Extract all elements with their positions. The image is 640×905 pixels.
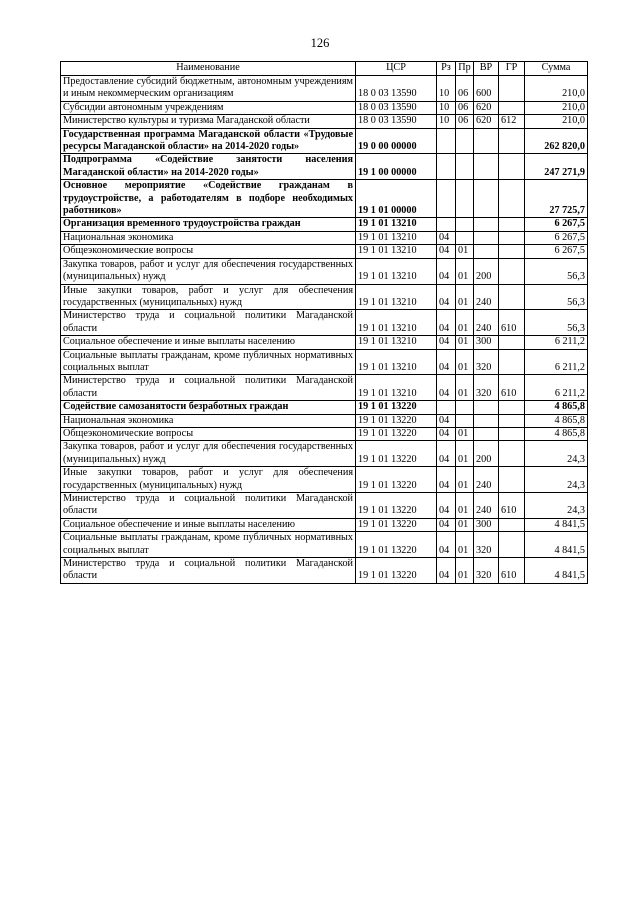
cell-pr: 01 <box>456 558 474 584</box>
table-body <box>61 76 588 584</box>
cell-sum: 56,3 <box>525 284 588 310</box>
cell-csr: 19 0 00 00000 <box>356 128 437 154</box>
cell-csr: 19 1 00 00000 <box>356 154 437 180</box>
cell-rz: 04 <box>437 518 456 531</box>
cell-rz: 04 <box>437 231 456 244</box>
cell-pr: 01 <box>456 493 474 519</box>
header-name: Наименование <box>61 62 356 76</box>
cell-name: Национальная экономика <box>61 231 356 244</box>
cell-gr <box>499 245 525 258</box>
cell-vr <box>474 218 499 231</box>
cell-gr: 610 <box>499 493 525 519</box>
table-row <box>61 115 588 128</box>
cell-rz <box>437 218 456 231</box>
cell-name: Иные закупки товаров, работ и услуг для обеспечения государственных (муниципальных) нужд <box>61 284 356 310</box>
table-row <box>61 258 588 284</box>
cell-gr <box>499 101 525 114</box>
cell-pr <box>456 154 474 180</box>
table-row <box>61 493 588 519</box>
cell-sum: 24,3 <box>525 441 588 467</box>
table-row <box>61 284 588 310</box>
cell-sum: 247 271,9 <box>525 154 588 180</box>
cell-sum: 24,3 <box>525 467 588 493</box>
table-row <box>61 532 588 558</box>
table-row <box>61 467 588 493</box>
header-sum: Сумма <box>525 62 588 76</box>
cell-sum: 6 267,5 <box>525 245 588 258</box>
cell-rz <box>437 154 456 180</box>
cell-pr: 06 <box>456 76 474 102</box>
header-pr: Пр <box>456 62 474 76</box>
cell-pr: 01 <box>456 427 474 440</box>
cell-csr: 19 1 01 13210 <box>356 375 437 401</box>
cell-vr <box>474 427 499 440</box>
cell-csr: 19 1 01 13210 <box>356 245 437 258</box>
header-rz: Рз <box>437 62 456 76</box>
cell-rz: 04 <box>437 349 456 375</box>
cell-csr: 19 1 01 13210 <box>356 258 437 284</box>
table-row <box>61 310 588 336</box>
cell-name: Закупка товаров, работ и услуг для обеспечения государственных (муниципальных) нужд <box>61 258 356 284</box>
cell-csr: 19 1 01 13220 <box>356 414 437 427</box>
cell-gr <box>499 180 525 218</box>
cell-name: Социальные выплаты гражданам, кроме публичных нормативных социальных выплат <box>61 349 356 375</box>
cell-rz: 04 <box>437 310 456 336</box>
cell-rz: 04 <box>437 284 456 310</box>
cell-sum: 24,3 <box>525 493 588 519</box>
cell-csr: 19 1 01 13220 <box>356 493 437 519</box>
cell-sum: 210,0 <box>525 101 588 114</box>
page-number: 126 <box>310 36 330 50</box>
cell-csr: 19 1 01 13210 <box>356 336 437 349</box>
cell-rz: 10 <box>437 115 456 128</box>
cell-csr: 19 1 01 13220 <box>356 532 437 558</box>
cell-pr: 01 <box>456 245 474 258</box>
cell-pr: 01 <box>456 284 474 310</box>
cell-csr: 19 1 01 13210 <box>356 231 437 244</box>
cell-name: Основное мероприятие «Содействие гражданам в трудоустройстве, а работодателям в подборе необходимых работников» <box>61 180 356 218</box>
cell-pr <box>456 128 474 154</box>
budget-table <box>60 61 588 584</box>
cell-name: Социальные выплаты гражданам, кроме публичных нормативных социальных выплат <box>61 532 356 558</box>
cell-csr: 19 1 01 13220 <box>356 467 437 493</box>
cell-name: Министерство труда и социальной политики Магаданской области <box>61 493 356 519</box>
cell-name: Организация временного трудоустройства граждан <box>61 218 356 231</box>
cell-sum: 56,3 <box>525 258 588 284</box>
cell-vr <box>474 245 499 258</box>
cell-csr: 19 1 01 13210 <box>356 310 437 336</box>
cell-vr <box>474 154 499 180</box>
cell-rz <box>437 401 456 414</box>
cell-gr <box>499 441 525 467</box>
cell-pr: 01 <box>456 336 474 349</box>
cell-sum: 210,0 <box>525 76 588 102</box>
cell-csr: 19 1 01 13210 <box>356 349 437 375</box>
cell-gr <box>499 128 525 154</box>
cell-name: Общеэкономические вопросы <box>61 427 356 440</box>
cell-name: Предоставление субсидий бюджетным, автономным учреждениям и иным некоммерческим организациям <box>61 76 356 102</box>
cell-pr <box>456 231 474 244</box>
cell-rz: 04 <box>437 558 456 584</box>
table-row <box>61 154 588 180</box>
cell-pr: 01 <box>456 441 474 467</box>
cell-name: Национальная экономика <box>61 414 356 427</box>
cell-sum: 6 211,2 <box>525 349 588 375</box>
cell-name: Подпрограмма «Содействие занятости населения Магаданской области» на 2014-2020 годы» <box>61 154 356 180</box>
cell-rz: 04 <box>437 467 456 493</box>
cell-gr <box>499 532 525 558</box>
cell-sum: 6 211,2 <box>525 375 588 401</box>
cell-csr: 19 1 01 13210 <box>356 284 437 310</box>
cell-rz: 04 <box>437 258 456 284</box>
cell-csr: 18 0 03 13590 <box>356 101 437 114</box>
cell-sum: 4 865,8 <box>525 414 588 427</box>
cell-gr <box>499 231 525 244</box>
table-row <box>61 401 588 414</box>
table-row <box>61 558 588 584</box>
cell-pr: 01 <box>456 532 474 558</box>
cell-sum: 4 865,8 <box>525 401 588 414</box>
cell-vr: 240 <box>474 493 499 519</box>
cell-vr: 200 <box>474 258 499 284</box>
cell-rz: 10 <box>437 76 456 102</box>
header-vr: ВР <box>474 62 499 76</box>
table-row <box>61 349 588 375</box>
cell-csr: 19 1 01 00000 <box>356 180 437 218</box>
cell-sum: 4 841,5 <box>525 532 588 558</box>
cell-pr: 06 <box>456 101 474 114</box>
cell-gr: 610 <box>499 310 525 336</box>
cell-pr: 06 <box>456 115 474 128</box>
cell-sum: 6 267,5 <box>525 231 588 244</box>
table-row <box>61 336 588 349</box>
cell-sum: 6 211,2 <box>525 336 588 349</box>
table-row <box>61 427 588 440</box>
cell-vr: 300 <box>474 336 499 349</box>
cell-sum: 6 267,5 <box>525 218 588 231</box>
cell-gr: 610 <box>499 558 525 584</box>
cell-gr <box>499 414 525 427</box>
cell-sum: 4 841,5 <box>525 558 588 584</box>
cell-sum: 4 841,5 <box>525 518 588 531</box>
cell-gr <box>499 258 525 284</box>
cell-vr: 320 <box>474 558 499 584</box>
cell-gr <box>499 518 525 531</box>
cell-rz: 04 <box>437 532 456 558</box>
cell-gr <box>499 218 525 231</box>
table-row <box>61 441 588 467</box>
cell-vr: 600 <box>474 76 499 102</box>
cell-pr: 01 <box>456 310 474 336</box>
table-row <box>61 101 588 114</box>
cell-pr: 01 <box>456 375 474 401</box>
cell-csr: 19 1 01 13220 <box>356 558 437 584</box>
table-row <box>61 218 588 231</box>
cell-name: Министерство труда и социальной политики Магаданской области <box>61 375 356 401</box>
cell-vr: 320 <box>474 375 499 401</box>
cell-sum: 262 820,0 <box>525 128 588 154</box>
table-row <box>61 245 588 258</box>
cell-csr: 19 1 01 13210 <box>356 218 437 231</box>
cell-rz: 04 <box>437 375 456 401</box>
cell-rz <box>437 128 456 154</box>
cell-vr: 620 <box>474 101 499 114</box>
cell-gr <box>499 336 525 349</box>
table-row <box>61 518 588 531</box>
cell-name: Общеэкономические вопросы <box>61 245 356 258</box>
cell-sum: 210,0 <box>525 115 588 128</box>
cell-gr <box>499 76 525 102</box>
cell-gr <box>499 427 525 440</box>
cell-vr: 240 <box>474 310 499 336</box>
cell-rz: 04 <box>437 441 456 467</box>
table-row <box>61 414 588 427</box>
header-csr: ЦСР <box>356 62 437 76</box>
cell-pr: 01 <box>456 467 474 493</box>
cell-pr <box>456 401 474 414</box>
cell-vr <box>474 414 499 427</box>
cell-rz: 04 <box>437 427 456 440</box>
cell-csr: 19 1 01 13220 <box>356 518 437 531</box>
cell-name: Субсидии автономным учреждениям <box>61 101 356 114</box>
cell-rz: 10 <box>437 101 456 114</box>
cell-pr <box>456 414 474 427</box>
cell-gr <box>499 467 525 493</box>
cell-pr: 01 <box>456 349 474 375</box>
table-row <box>61 180 588 218</box>
cell-pr <box>456 180 474 218</box>
cell-vr: 240 <box>474 467 499 493</box>
cell-name: Социальное обеспечение и иные выплаты населению <box>61 518 356 531</box>
cell-vr <box>474 128 499 154</box>
table-row <box>61 375 588 401</box>
cell-vr <box>474 180 499 218</box>
table-header-row <box>61 62 588 76</box>
cell-gr <box>499 349 525 375</box>
cell-csr: 19 1 01 13220 <box>356 401 437 414</box>
cell-gr <box>499 154 525 180</box>
cell-name: Министерство труда и социальной политики Магаданской области <box>61 310 356 336</box>
cell-csr: 18 0 03 13590 <box>356 76 437 102</box>
cell-name: Иные закупки товаров, работ и услуг для обеспечения государственных (муниципальных) нужд <box>61 467 356 493</box>
cell-pr: 01 <box>456 518 474 531</box>
table-row <box>61 128 588 154</box>
cell-csr: 19 1 01 13220 <box>356 441 437 467</box>
cell-csr: 19 1 01 13220 <box>356 427 437 440</box>
cell-vr: 320 <box>474 532 499 558</box>
cell-rz: 04 <box>437 493 456 519</box>
cell-gr <box>499 401 525 414</box>
cell-rz: 04 <box>437 414 456 427</box>
cell-sum: 27 725,7 <box>525 180 588 218</box>
cell-name: Закупка товаров, работ и услуг для обеспечения государственных (муниципальных) нужд <box>61 441 356 467</box>
cell-name: Министерство труда и социальной политики Магаданской области <box>61 558 356 584</box>
cell-name: Содействие самозанятости безработных граждан <box>61 401 356 414</box>
cell-vr: 300 <box>474 518 499 531</box>
cell-vr: 200 <box>474 441 499 467</box>
table-row <box>61 76 588 102</box>
header-gr: ГР <box>499 62 525 76</box>
cell-vr <box>474 401 499 414</box>
cell-rz: 04 <box>437 245 456 258</box>
cell-pr: 01 <box>456 258 474 284</box>
cell-vr <box>474 231 499 244</box>
cell-pr <box>456 218 474 231</box>
cell-sum: 56,3 <box>525 310 588 336</box>
cell-rz: 04 <box>437 336 456 349</box>
cell-gr: 612 <box>499 115 525 128</box>
cell-gr <box>499 284 525 310</box>
cell-vr: 620 <box>474 115 499 128</box>
cell-name: Социальное обеспечение и иные выплаты населению <box>61 336 356 349</box>
cell-vr: 320 <box>474 349 499 375</box>
table-row <box>61 231 588 244</box>
cell-sum: 4 865,8 <box>525 427 588 440</box>
cell-name: Государственная программа Магаданской области «Трудовые ресурсы Магаданской области» на 2014-2020 годы» <box>61 128 356 154</box>
cell-csr: 18 0 03 13590 <box>356 115 437 128</box>
cell-name: Министерство культуры и туризма Магаданской области <box>61 115 356 128</box>
cell-rz <box>437 180 456 218</box>
cell-gr: 610 <box>499 375 525 401</box>
cell-vr: 240 <box>474 284 499 310</box>
